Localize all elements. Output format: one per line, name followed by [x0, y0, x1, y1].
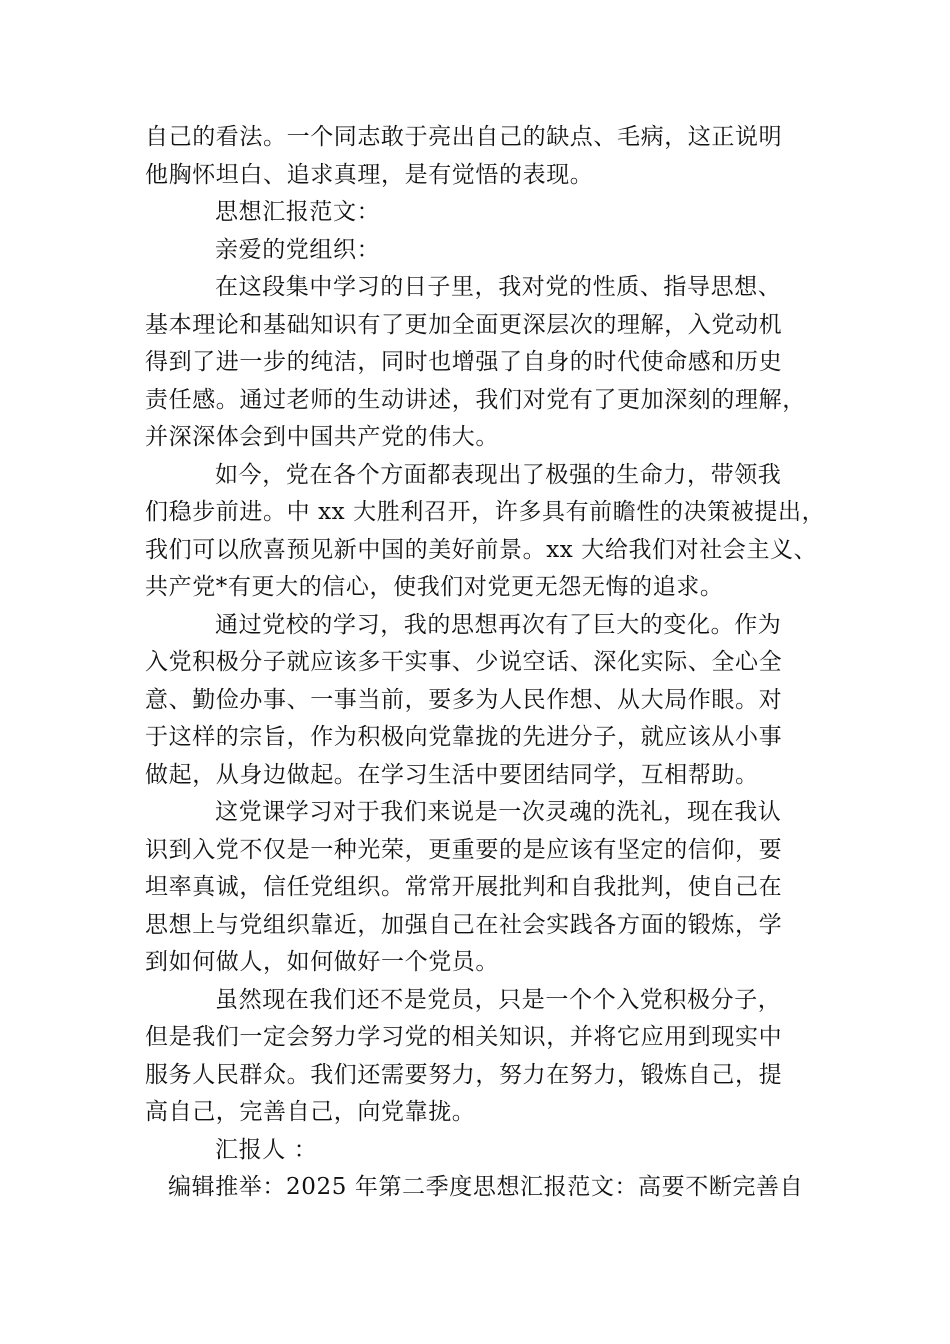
text-line: 服务人民群众。我们还需要努力，努力在努力，锻炼自己，提 [145, 1062, 783, 1088]
text-line: 他胸怀坦白、追求真理，是有觉悟的表现。 [145, 162, 594, 188]
paragraph-start: 虽然现在我们还不是党员，只是一个个入党积极分子， [215, 987, 782, 1013]
text-line: 共产党*有更大的信心，使我们对党更无怨无悔的追求。 [145, 574, 724, 600]
signature-line: 汇报人 ： [215, 1137, 318, 1163]
text-line: 责任感。通过老师的生动讲述，我们对党有了更加深刻的理解， [145, 387, 806, 413]
text-line: 并深深体会到中国共产党的伟大。 [145, 424, 499, 450]
editor-recommendation: 编辑推举：2025 年第二季度思想汇报范文：高要不断完善自 [168, 1174, 804, 1200]
text-line: 们稳步前进。中 xx 大胜利召开，许多具有前瞻性的决策被提出， [145, 499, 826, 525]
text-line: 自己的看法。一个同志敢于亮出自己的缺点、毛病，这正说明 [145, 124, 783, 150]
text-line: 坦率真诚，信任党组织。常常开展批判和自我批判，使自己在 [145, 874, 783, 900]
text-line: 我们可以欣喜预见新中国的美好前景。xx 大给我们对社会主义、 [145, 537, 818, 563]
text-line: 得到了进一步的纯洁，同时也增强了自身的时代使命感和历史 [145, 349, 783, 375]
text-line: 意、勤俭办事、一事当前，要多为人民作想、从大局作眼。对 [145, 687, 783, 713]
paragraph-start: 这党课学习对于我们来说是一次灵魂的洗礼，现在我认 [215, 799, 782, 825]
text-line: 思想上与党组织靠近，加强自己在社会实践各方面的锻炼，学 [145, 912, 783, 938]
text-line: 于这样的宗旨，作为积极向党靠拢的先进分子，就应该从小事 [145, 724, 783, 750]
paragraph-start: 如今，党在各个方面都表现出了极强的生命力，带领我 [215, 462, 782, 488]
text-line: 但是我们一定会努力学习党的相关知识，并将它应用到现实中 [145, 1024, 783, 1050]
text-line: 做起，从身边做起。在学习生活中要团结同学，互相帮助。 [145, 762, 759, 788]
text-line: 到如何做人，如何做好一个党员。 [145, 949, 499, 975]
salutation: 亲爱的党组织： [215, 237, 381, 263]
paragraph-start: 通过党校的学习，我的思想再次有了巨大的变化。作为 [215, 612, 782, 638]
text-line: 基本理论和基础知识有了更加全面更深层次的理解，入党动机 [145, 312, 783, 338]
text-line: 入党积极分子就应该多干实事、少说空话、深化实际、全心全 [145, 649, 783, 675]
section-heading: 思想汇报范文： [215, 199, 381, 225]
text-line: 识到入党不仅是一种光荣，更重要的是应该有坚定的信仰，要 [145, 837, 783, 863]
text-line: 高自己，完善自己，向党靠拢。 [145, 1099, 476, 1125]
paragraph-start: 在这段集中学习的日子里，我对党的性质、指导思想、 [215, 274, 782, 300]
